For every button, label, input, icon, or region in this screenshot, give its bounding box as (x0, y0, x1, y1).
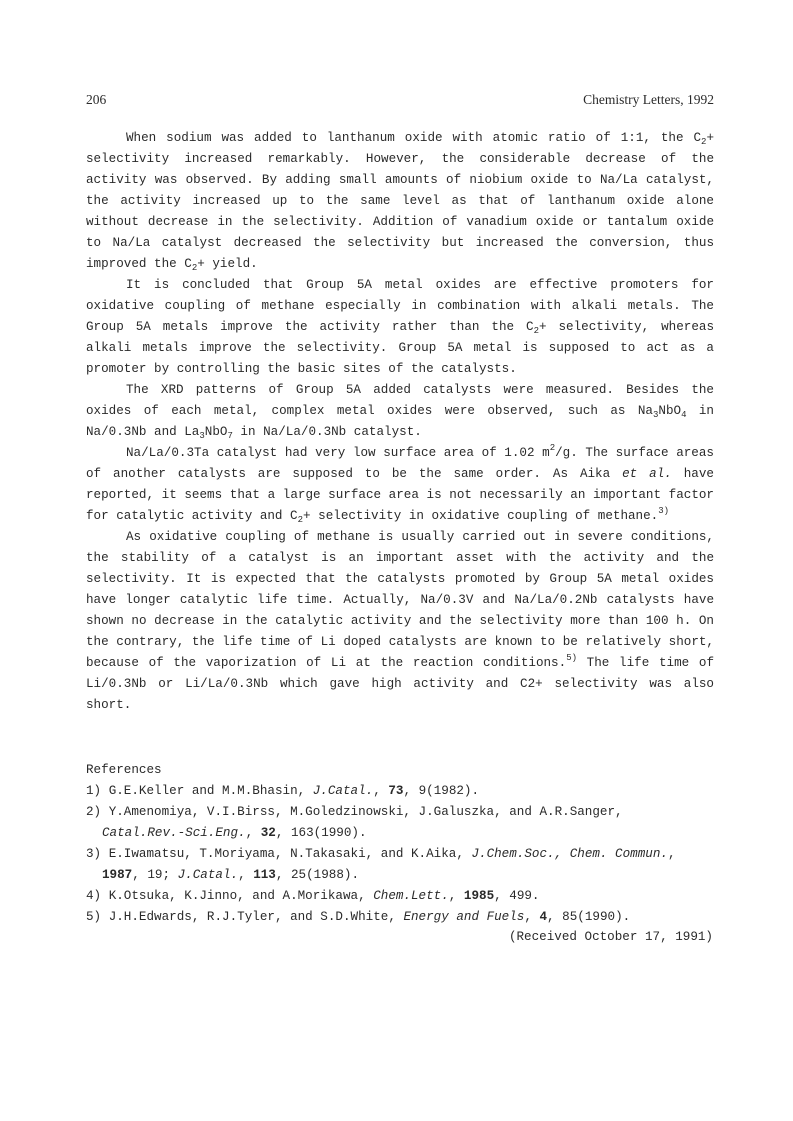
references-heading: References (86, 763, 162, 777)
reference-item: 2) Y.Amenomiya, V.I.Birss, M.Goledzinowski, J.Galuszka, and A.R.Sanger, Catal.Rev.-Sci.Eng., 32, 163(1990). (86, 805, 623, 840)
paragraph-5: As oxidative coupling of methane is usually carried out in severe conditions, the stability of a catalyst is an important asset with the activity and the selectivity. It is expected that the catalysts promoted by Group 5A metal oxides have longer catalytic life time. Actually, Na/0.3V and Na/La/0.2Nb catalysts have shown no decrease in the catalytic activity and the selectivity more than 100 h. On the contrary, the life time of Li doped catalysts are known to be relatively short, because of the vaporization of Li at the reaction conditions.$^{5)}$ The life time of Li/0.3Nb or Li/La/0.3Nb which gave high activity and C2+ selectivity was also short. (86, 530, 714, 712)
reference-item: 5) J.H.Edwards, R.J.Tyler, and S.D.White, Energy and Fuels, 4, 85(1990). (86, 910, 631, 924)
journal-title: Chemistry Letters, 1992 (583, 92, 714, 107)
references-section (86, 760, 714, 928)
reference-item: 3) E.Iwamatsu, T.Moriyama, N.Takasaki, and K.Aika, J.Chem.Soc., Chem. Commun., 1987, 19; J.Catal., 113, 25(1988). (86, 847, 676, 882)
citation-5: 5) (566, 653, 577, 663)
paragraph-3: The XRD patterns of Group 5A added catalysts were measured. Besides the oxides of each metal, complex metal oxides were observed, such as $Na_3NbO_4$ in Na/0.3Nb and $La_3NbO_7$ in Na/La/0.3Nb catalyst. (86, 383, 714, 441)
paragraph-2: It is concluded that Group 5A metal oxides are effective promoters for oxidative coupling of methane especially in combination with alkali metals. The Group 5A metals improve the activity rather than the $C_2+$ selectivity, whereas alkali metals improve the selectivity. Group 5A metal is supposed to act as a promoter by controlling the basic sites of the catalysts. (86, 278, 715, 376)
page-number: 206 (86, 92, 107, 107)
reference-item: 4) K.Otsuka, K.Jinno, and A.Morikawa, Chem.Lett., 1985, 499. (86, 889, 540, 903)
reference-item: 1) G.E.Keller and M.M.Bhasin, J.Catal., 73, 9(1982). (86, 784, 480, 798)
received-date: (Received October 17, 1991) (508, 930, 713, 944)
article-body (86, 128, 714, 716)
paragraph-4: Na/La/0.3Ta catalyst had very low surface area of 1.02 $m^2/g$. The surface areas of another catalysts are supposed to be the same order. As Aika et al. have reported, it seems that a large surface area is not necessarily an important factor for catalytic activity and $C_2+$ selectivity in oxidative coupling of methane.$^{3)}$ (86, 443, 714, 525)
page-header (86, 92, 714, 110)
reference-list (86, 781, 714, 928)
citation-3: 3) (658, 506, 670, 516)
paragraph-1: When sodium was added to lanthanum oxide with atomic ratio of 1:1, the $C_2+$ selectivity increased remarkably. However, the considerable decrease of the activity was observed. By adding small amounts of niobium oxide to Na/La catalyst, the activity increased up to the same level as that of lanthanum oxide alone without decrease in the selectivity. Addition of vanadium oxide or tantalum oxide to Na/La catalyst decreased the selectivity but increased the conversion, thus improved the $C_2+$ yield. (86, 131, 714, 273)
